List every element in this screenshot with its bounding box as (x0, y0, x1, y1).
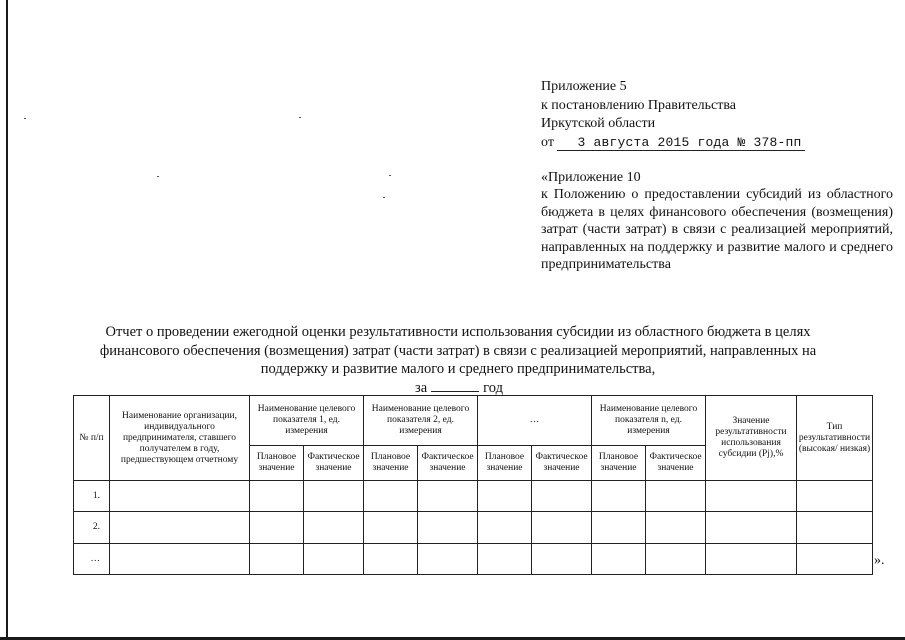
header-indicator-n: Наименование целевого показателя n, ед. измерения (592, 396, 706, 446)
header-num: № п/п (74, 396, 110, 481)
table-cell (478, 512, 532, 544)
scan-speck (299, 117, 301, 118)
subheader-planned: Плановое значение (478, 446, 532, 481)
table-cell (364, 481, 418, 512)
table-cell (797, 481, 873, 512)
table-cell (478, 544, 532, 575)
header-result-type: Тип результативности (высокая/ низкая) (797, 396, 873, 481)
table-cell (592, 512, 646, 544)
date-prefix: от (541, 134, 554, 150)
appendix-header (541, 78, 893, 152)
row-number: 1. (74, 481, 110, 512)
table-cell (364, 512, 418, 544)
table-cell (418, 481, 478, 512)
period-year-blank (431, 379, 479, 392)
table-cell (706, 544, 797, 575)
table-cell (250, 481, 304, 512)
header-indicator-1: Наименование целевого показателя 1, ед. измерения (250, 396, 364, 446)
subheader-planned: Плановое значение (364, 446, 418, 481)
table-cell (592, 544, 646, 575)
table-row (74, 544, 873, 575)
table-cell (110, 481, 250, 512)
table-cell (418, 544, 478, 575)
table-cell (797, 544, 873, 575)
table-cell (797, 512, 873, 544)
date-value: 3 августа 2015 года № 378-пп (557, 135, 805, 151)
subheader-actual: Фактическое значение (304, 446, 364, 481)
row-number: … (74, 544, 110, 575)
table-header-row (74, 396, 873, 446)
table-cell (706, 512, 797, 544)
report-table (73, 395, 873, 575)
header-organization: Наименование организации, индивидуального предпринимателя, ставшего получателем в году, предшествующем отчетному (110, 396, 250, 481)
table-cell (110, 512, 250, 544)
table-cell (304, 544, 364, 575)
table-cell (478, 481, 532, 512)
table-cell (706, 481, 797, 512)
appendix-line: к постановлению Правительства (541, 97, 737, 113)
table-cell (304, 481, 364, 512)
table-cell (532, 481, 592, 512)
subheader-actual: Фактическое значение (418, 446, 478, 481)
table-cell (364, 544, 418, 575)
table-cell (592, 481, 646, 512)
scan-speck (157, 176, 159, 177)
row-number: 2. (74, 512, 110, 544)
table-cell (646, 544, 706, 575)
closing-quote: ». (874, 553, 885, 568)
header-result-value: Значение результативности использования субсидии (Pj),% (706, 396, 797, 481)
inner-appendix-title: «Приложение 10 (541, 170, 641, 185)
table-cell (646, 481, 706, 512)
page-left-edge (6, 0, 8, 640)
appendix-date (541, 134, 893, 153)
report-title: Отчет о проведении ежегодной оценки результативности использования субсидии из областного бюджета в целях финансового обеспечения (возмещения) затрат (части затрат) в связи с реализацией мероприятий, направленных на поддержку и развитие малого и среднего предпринимательства, (99, 324, 817, 377)
table-cell (304, 512, 364, 544)
subheader-actual: Фактическое значение (532, 446, 592, 481)
subheader-actual: Фактическое значение (646, 446, 706, 481)
table-cell (418, 512, 478, 544)
period-za: за (415, 380, 428, 396)
header-indicator-2: Наименование целевого показателя 2, ед. измерения (364, 396, 478, 446)
table-cell (646, 512, 706, 544)
scan-speck (383, 197, 385, 198)
scan-speck (24, 118, 26, 119)
table-cell (250, 512, 304, 544)
subheader-planned: Плановое значение (592, 446, 646, 481)
table-row (74, 481, 873, 512)
period-god: год (483, 380, 503, 396)
table-cell (110, 544, 250, 575)
table-cell (250, 544, 304, 575)
table-row (74, 512, 873, 544)
header-indicator-ellipsis: … (478, 396, 592, 446)
inner-appendix-text: к Положению о предоставлении субсидий из областного бюджета в целях финансового обеспечения (возмещения) затрат (части затрат) в связи с реализацией мероприятий, направленных на поддержку и развитие малого и среднего предпринимательства (541, 187, 893, 273)
appendix-line: Приложение 5 (541, 79, 627, 94)
subheader-planned: Плановое значение (250, 446, 304, 481)
scan-speck (389, 175, 391, 176)
table-cell (532, 512, 592, 544)
inner-appendix (541, 169, 893, 273)
table-cell (532, 544, 592, 575)
appendix-line: Иркутской области (541, 116, 656, 131)
